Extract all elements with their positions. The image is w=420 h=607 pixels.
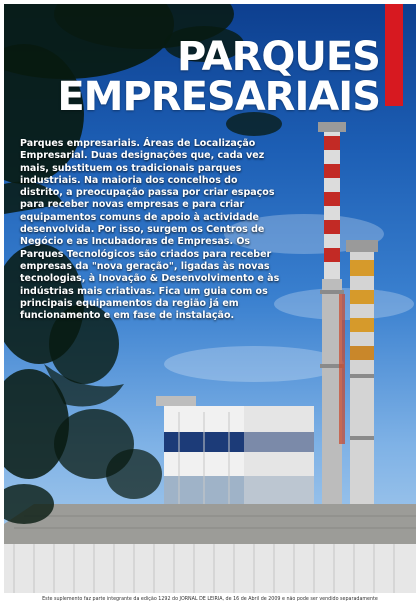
chimney-short (346, 240, 378, 506)
intro-paragraph: Parques empresariais. Áreas de Localização Empresarial. Duas designações que, cada vez mais, substituem os tradicionais parques industriais. Na maioria dos concelhos do distrito, a preocupação passa por criar espaços para receber novas empresas e para criar equipamentos comuns de apoio à actividade desenvolvida. Por isso, surgem os Centros de Negócio e as Incubadoras de Empresas. Os Parques Tecnológicos são criados para receber empresas da "nova geração", ligadas às novas tecnologias, à Inovação & Desenvolvimento e às indústrias mais criativas. Fica um guia com os principais equipamentos da região já em funcionamento e em fase de instalação. (20, 138, 280, 322)
supplement-cover (4, 4, 416, 593)
warehouse-roof (4, 504, 416, 593)
accent-red-bar (385, 4, 403, 106)
chimney-tall (318, 122, 346, 506)
headline-line-1: PARQUES (176, 34, 380, 80)
factory-building (156, 396, 314, 508)
footnote: Este suplemento faz parte integrante da edição 1292 do JORNAL DE LEIRIA, de 16 de Abril de 2009 e não pode ser vendido separadamente (42, 597, 378, 602)
headline-line-2: EMPRESARIAIS (57, 74, 380, 120)
